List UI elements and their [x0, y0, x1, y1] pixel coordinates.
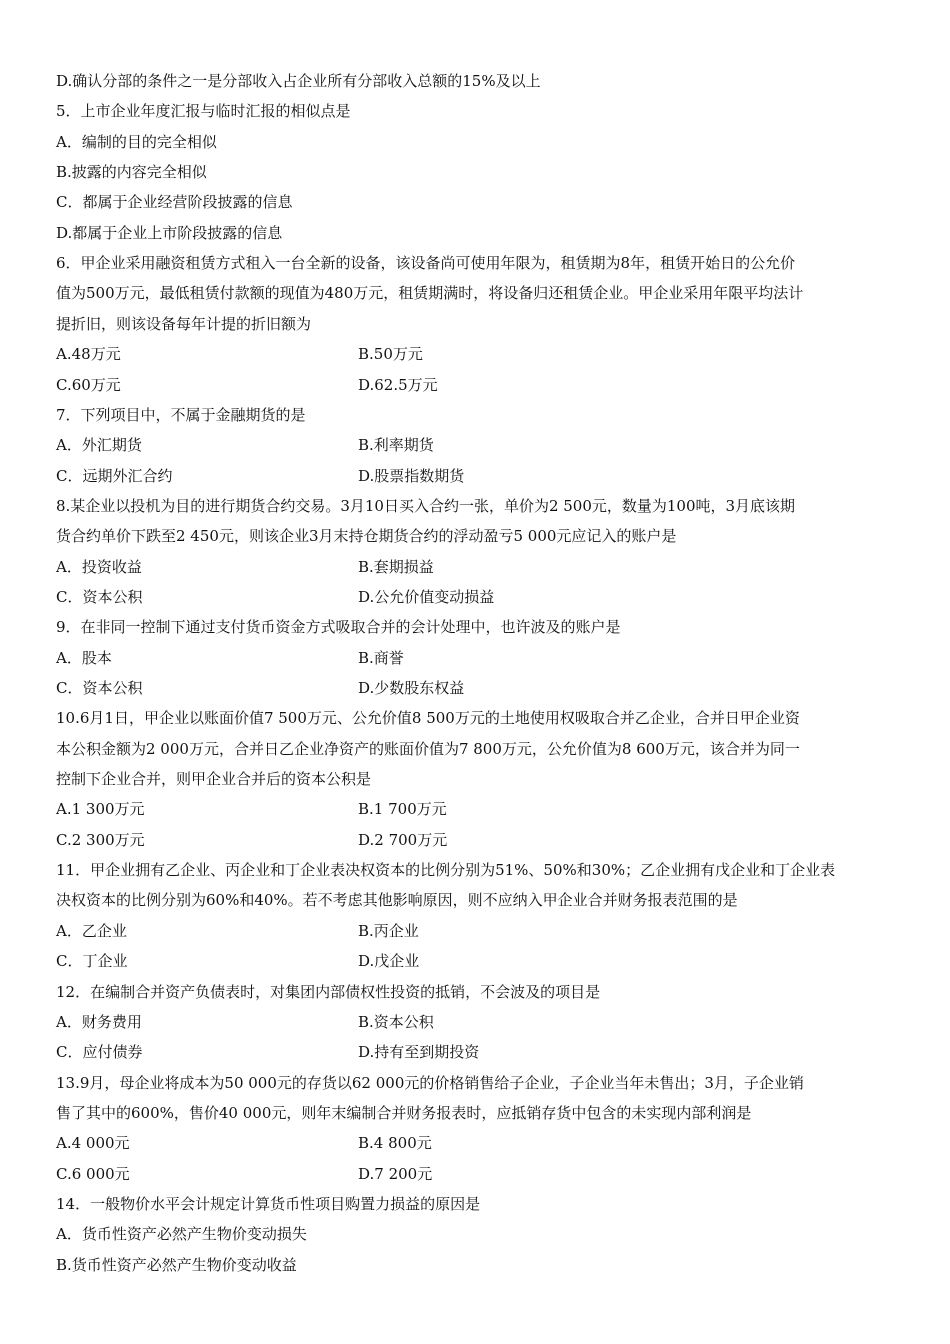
option-right: B.50万元	[358, 345, 423, 364]
text-line: 货合约单价下跌至2 450元，则该企业3月末持仓期货合约的浮动盈亏5 000元应记入的账户是	[56, 527, 677, 546]
option-right: B.套期损益	[358, 557, 434, 576]
text-line: 14．一般物价水平会计规定计算货币性项目购置力损益的原因是	[56, 1194, 481, 1213]
text-line: 提折旧，则该设备每年计提的折旧额为	[56, 314, 312, 333]
text-line: 12．在编制合并资产负债表时，对集团内部债权性投资的抵销，不会波及的项目是	[56, 982, 601, 1001]
text-line: C．资本公积	[56, 587, 143, 606]
text-line: A.4 000元	[56, 1134, 130, 1153]
text-line: 值为500万元，最低租赁付款额的现值为480万元，租赁期满时，将设备归还租赁企业。甲企业采用年限平均法计	[56, 284, 804, 303]
text-line: D.都属于企业上市阶段披露的信息	[56, 223, 283, 242]
text-line: 10.6月1日，甲企业以账面价值7 500万元、公允价值8 500万元的土地使用权吸取合并乙企业，合并日甲企业资	[56, 709, 800, 728]
text-line: 售了其中的600%，售价40 000元，则年末编制合并财务报表时，应抵销存货中包含的未实现内部利润是	[56, 1103, 752, 1122]
text-line: 控制下企业合并，则甲企业合并后的资本公积是	[56, 770, 372, 789]
option-right: D.62.5万元	[358, 375, 438, 394]
text-line: C．丁企业	[56, 952, 128, 971]
text-line: 8.某企业以投机为目的进行期货合约交易。3月10日买入合约一张，单价为2 500元，数量为100吨，3月底该期	[56, 496, 796, 515]
text-line: A．乙企业	[56, 921, 127, 940]
text-line: D.确认分部的条件之一是分部收入占企业所有分部收入总额的15%及以上	[56, 72, 541, 90]
text-line: B.货币性资产必然产生物价变动收益	[56, 1255, 297, 1274]
text-line: A．投资收益	[56, 557, 142, 576]
text-line: C.2 300万元	[56, 830, 145, 849]
text-line: 11．甲企业拥有乙企业、丙企业和丁企业表决权资本的比例分别为51%、50%和30%；乙企业拥有戊企业和丁企业表	[56, 861, 836, 880]
text-line: 决权资本的比例分别为60%和40%。若不考虑其他影响原因，则不应纳入甲企业合并财务报表范围的是	[56, 891, 738, 910]
option-right: D.少数股东权益	[358, 679, 465, 697]
text-line: 7．下列项目中，不属于金融期货的是	[56, 405, 306, 424]
text-line: 5．上市企业年度汇报与临时汇报的相似点是	[56, 102, 351, 121]
option-right: B.资本公积	[358, 1012, 434, 1031]
text-line: A．外汇期货	[56, 436, 142, 455]
option-right: B.1 700万元	[358, 800, 447, 819]
text-line: C.60万元	[56, 375, 121, 394]
text-line: A．货币性资产必然产生物价变动损失	[56, 1225, 307, 1244]
text-line: C．资本公积	[56, 679, 143, 697]
text-line: A.48万元	[56, 345, 121, 364]
option-right: D.戊企业	[358, 952, 420, 971]
text-line: 9．在非同一控制下通过支付货币资金方式吸取合并的会计处理中，也许波及的账户是	[56, 618, 621, 637]
text-line: 本公积金额为2 000万元，合并日乙企业净资产的账面价值为7 800万元，公允价值为8 600万元，该合并为同一	[56, 739, 800, 758]
option-right: B.利率期货	[358, 436, 434, 455]
text-line: C．都属于企业经营阶段披露的信息	[56, 193, 293, 212]
text-line: A．财务费用	[56, 1012, 142, 1031]
option-right: D.2 700万元	[358, 830, 448, 849]
option-right: D.7 200元	[358, 1164, 433, 1183]
option-right: B.丙企业	[358, 921, 419, 940]
text-line: 6．甲企业采用融资租赁方式租入一台全新的设备，该设备尚可使用年限为，租赁期为8年，租赁开始日的公允价	[56, 254, 796, 273]
text-line: A.1 300万元	[56, 800, 145, 819]
option-right: D.持有至到期投资	[358, 1043, 480, 1062]
text-line: 13.9月，母企业将成本为50 000元的存货以62 000元的价格销售给子企业，子企业当年未售出；3月，子企业销	[56, 1073, 804, 1092]
text-line: A．编制的目的完全相似	[56, 132, 217, 151]
option-right: D.股票指数期货	[358, 466, 465, 485]
text-line: C．应付债券	[56, 1043, 143, 1062]
text-line: A．股本	[56, 648, 112, 667]
text-line: C.6 000元	[56, 1164, 130, 1183]
option-right: B.商誉	[358, 648, 404, 667]
text-line: C．远期外汇合约	[56, 466, 173, 485]
text-line: B.披露的内容完全相似	[56, 163, 207, 182]
option-right: D.公允价值变动损益	[358, 587, 495, 606]
option-right: B.4 800元	[358, 1134, 432, 1153]
